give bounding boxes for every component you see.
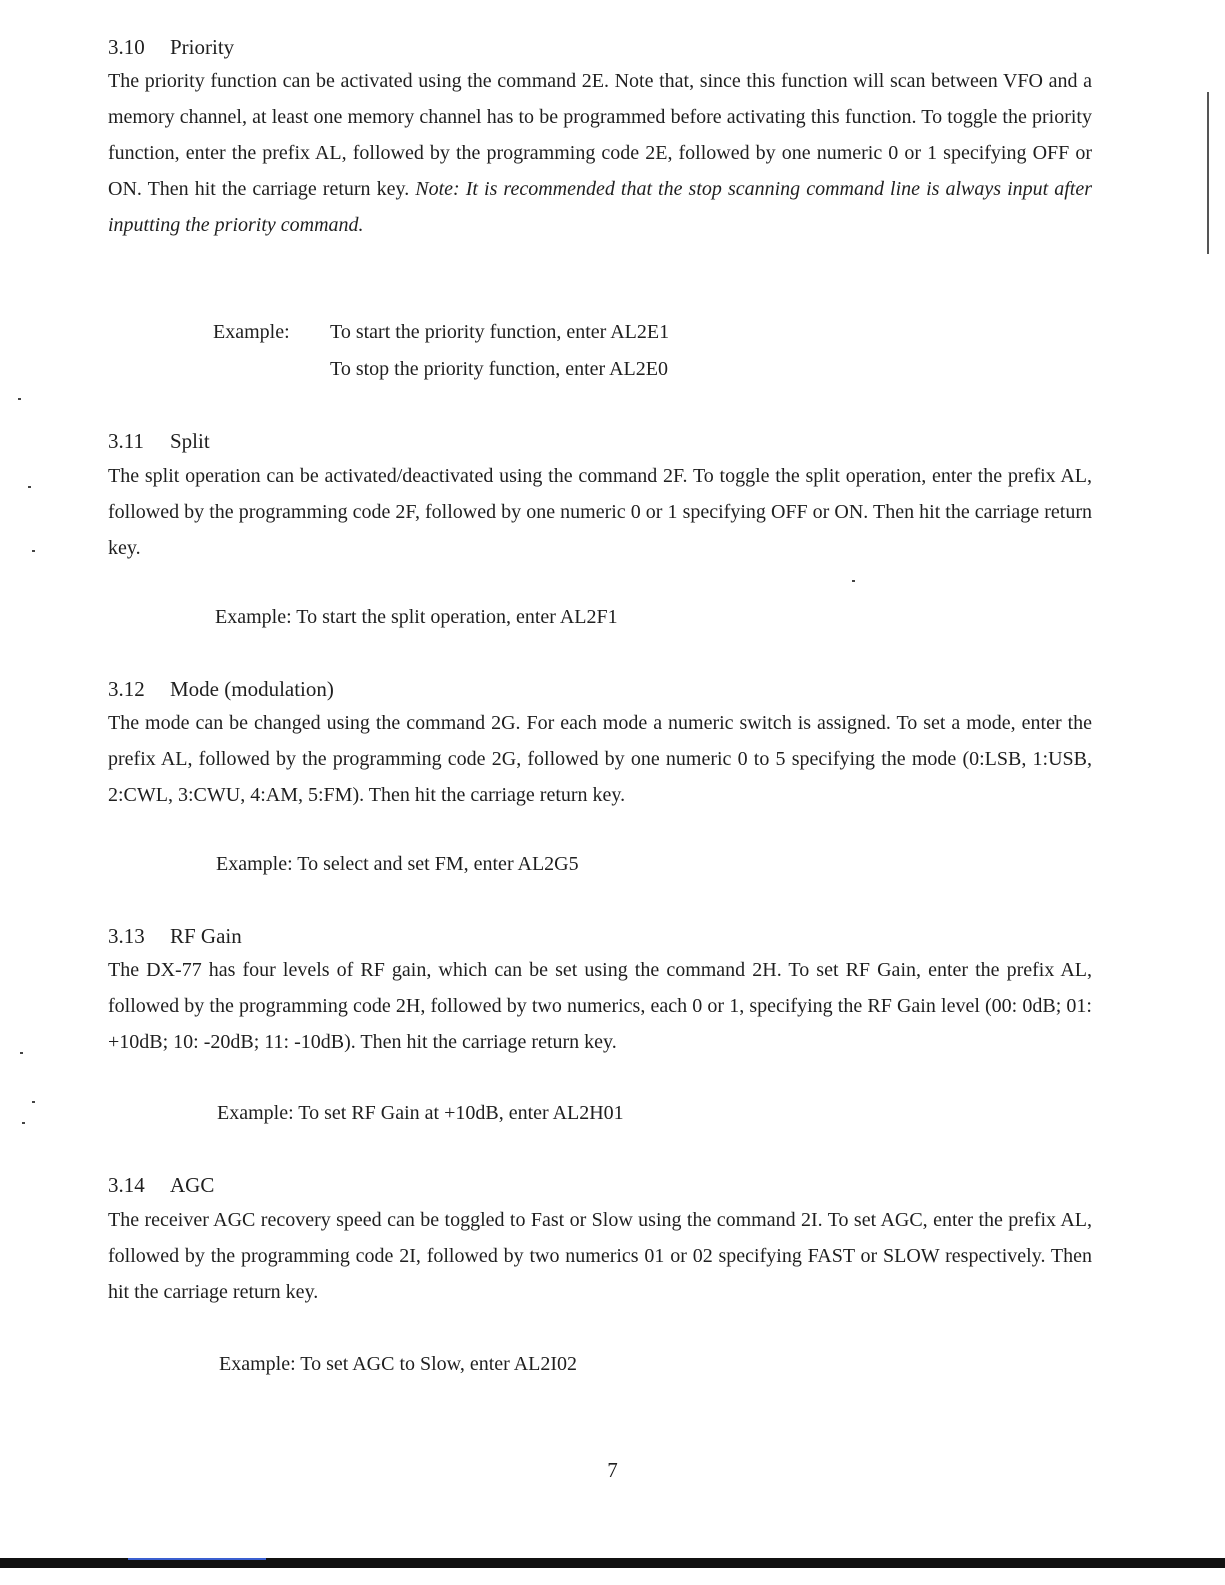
section-title: Priority [170,35,235,59]
scan-speck [20,1052,23,1054]
section-heading-priority [108,34,234,60]
example-split: Example: To start the split operation, enter AL2F1 [215,606,618,628]
example-label: Example: [213,321,290,343]
scan-speck [32,550,35,552]
body-note-italic: Note: It is recommended that the stop scanning command line is always input after inputting the priority command. [108,178,1093,236]
section-body-split [108,458,1092,566]
example-line-start: To start the priority function, enter AL2E1 [330,321,670,343]
section-number: 3.14 [108,1173,145,1197]
section-title: AGC [170,1173,215,1197]
section-body-agc [108,1202,1092,1310]
example-rf-gain: Example: To set RF Gain at +10dB, enter AL2H01 [217,1102,624,1124]
scan-speck [22,1122,25,1124]
page-number: 7 [607,1458,618,1482]
section-body-priority [108,63,1092,243]
example-line-stop: To stop the priority function, enter AL2E0 [330,358,668,380]
bottom-scan-bar [0,1558,1225,1568]
section-title: RF Gain [170,924,242,948]
scan-speck [852,580,855,582]
scan-edge-artifact [1207,92,1209,254]
section-heading-rf-gain [108,923,242,949]
body-text: The receiver AGC recovery speed can be toggled to Fast or Slow using the command 2I. To set AGC, enter the prefix AL, followed by the programming code 2I, followed by two numerics 01 or 02 specifying FAST or SLOW respectively. Then hit the carriage return key. [108,1209,1092,1303]
section-heading-split [108,428,210,454]
body-text: The mode can be changed using the command 2G. For each mode a numeric switch is assigned. To set a mode, enter the prefix AL, followed by the programming code 2G, followed by one numeric 0 to 5 specifying the mode (0:LSB, 1:USB, 2:CWL, 3:CWU, 4:AM, 5:FM). Then hit the carriage return key. [108,712,1092,806]
section-number: 3.11 [108,429,144,453]
section-number: 3.13 [108,924,145,948]
section-body-rf-gain [108,952,1092,1060]
body-text: The DX-77 has four levels of RF gain, which can be set using the command 2H. To set RF Gain, enter the prefix AL, followed by the programming code 2H, followed by two numerics, each 0 or 1, specifying the RF Gain level (00: 0dB; 01: +10dB; 10: -20dB; 11: -10dB). Then hit the carriage return key. [108,959,1092,1053]
bottom-scan-highlight [128,1558,266,1560]
scan-speck [18,398,21,400]
example-mode: Example: To select and set FM, enter AL2G5 [216,853,579,875]
section-body-mode [108,705,1092,813]
section-title: Split [170,429,210,453]
body-text: The priority function can be activated using the command 2E. Note that, since this function will scan between VFO and a memory channel, at least one memory channel has to be programmed before activating this function. To toggle the priority function, enter the prefix AL, followed by the programming code 2E, followed by one numeric 0 or 1 specifying OFF or ON. Then hit the carriage return key. [108,70,1092,200]
section-heading-mode [108,676,334,702]
scan-speck [32,1101,35,1103]
body-text: The split operation can be activated/deactivated using the command 2F. To toggle the split operation, enter the prefix AL, followed by the programming code 2F, followed by one numeric 0 or 1 specifying OFF or ON. Then hit the carriage return key. [108,465,1092,559]
section-heading-agc [108,1172,214,1198]
section-title: Mode (modulation) [170,677,334,701]
section-number: 3.10 [108,35,145,59]
section-number: 3.12 [108,677,145,701]
example-agc: Example: To set AGC to Slow, enter AL2I02 [219,1353,578,1375]
scan-speck [28,486,31,488]
